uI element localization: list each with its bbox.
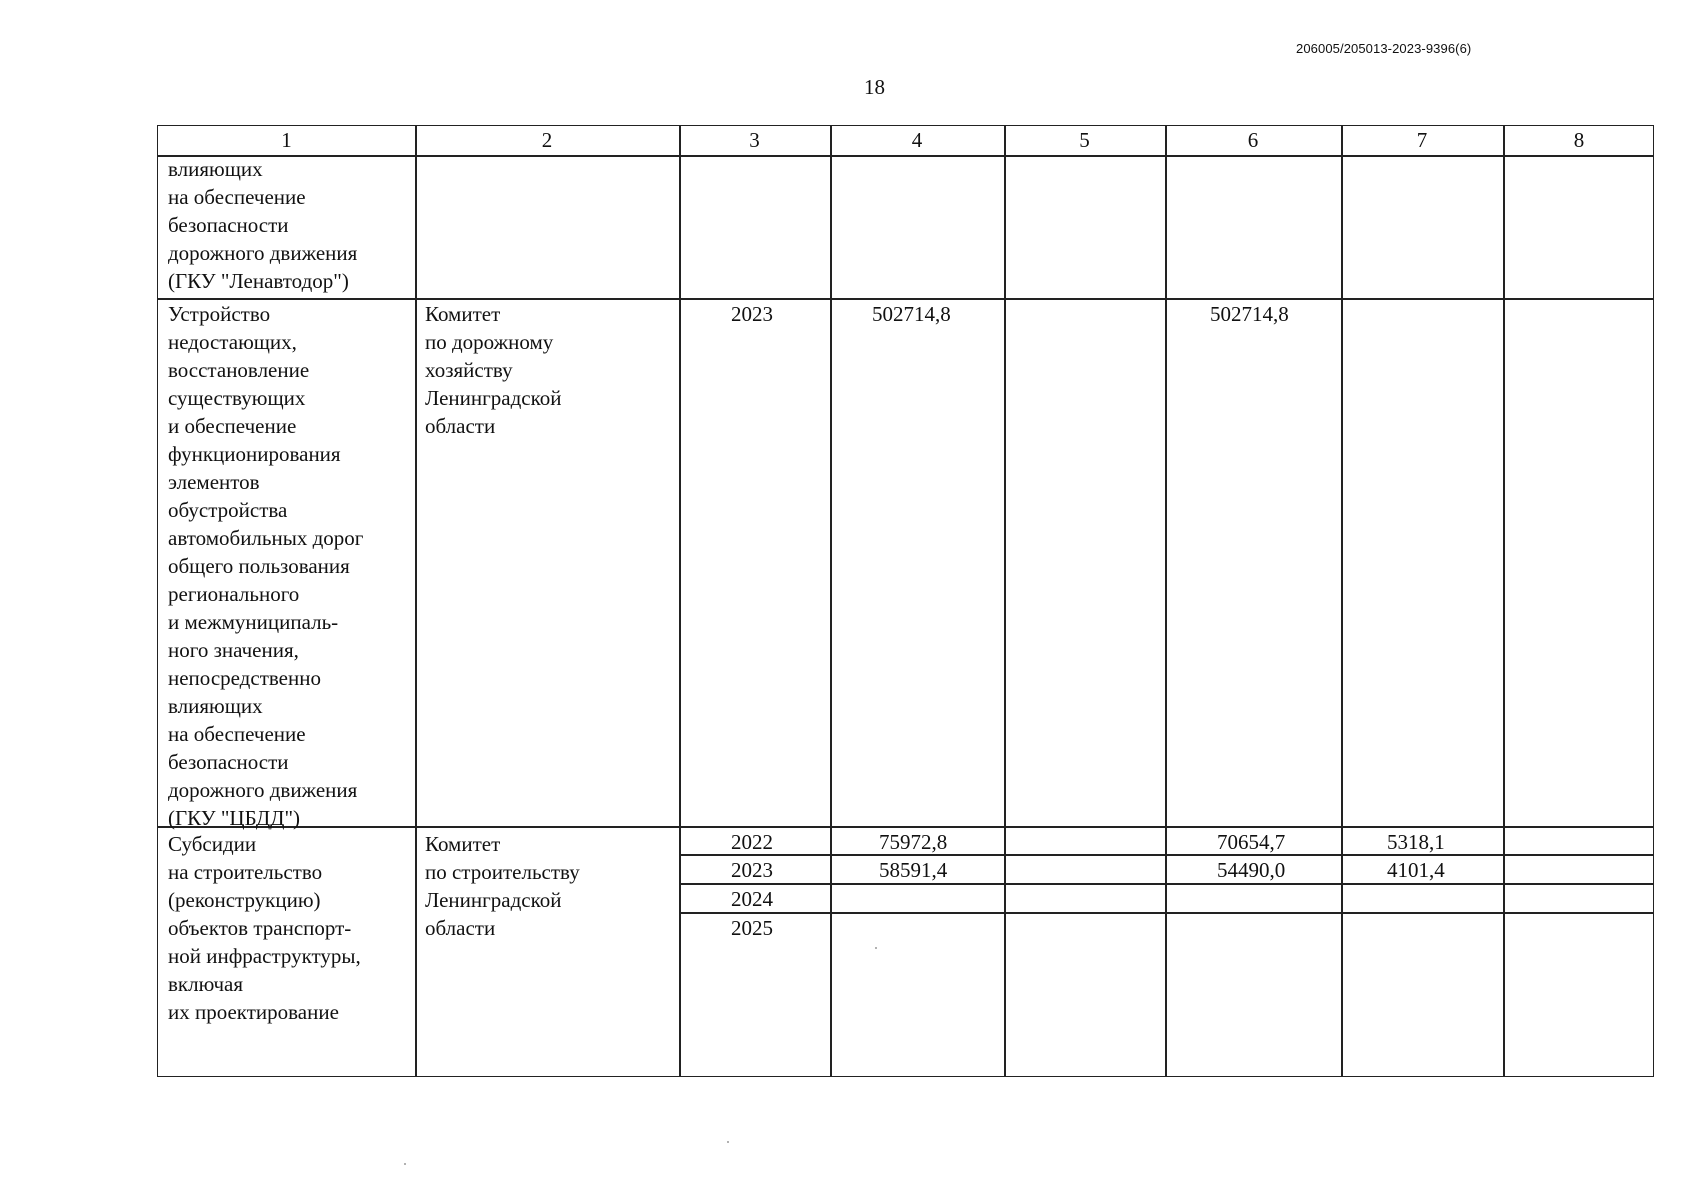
- scan-speck: [727, 1141, 729, 1143]
- row1-description: влияющих на обеспечение безопасности дорожного движения (ГКУ "Ленавтодор"): [168, 157, 358, 293]
- header-col-2: 2: [541, 128, 553, 152]
- header-col-1: 1: [281, 128, 292, 152]
- header-col-7: 7: [1416, 128, 1428, 152]
- row3-year-2023: 2023: [731, 858, 773, 882]
- header-col-4: 4: [911, 128, 923, 152]
- row2-col6-value: 502714,8: [1210, 302, 1289, 326]
- row2-col4-value: 502714,8: [872, 302, 951, 326]
- row3-year-2022: 2022: [731, 830, 773, 854]
- document-code: 206005/205013-2023-9396(6): [1296, 41, 1472, 56]
- row3-2023-col4-value: 58591,4: [879, 858, 948, 882]
- row3-year-2025: 2025: [731, 916, 773, 940]
- data-table: [157, 125, 1654, 1077]
- row3-executor: Комитет по строительству Ленинградской области: [425, 832, 580, 940]
- row3-2022-col7-value: 5318,1: [1387, 830, 1445, 854]
- row3-2023-col6-value: 54490,0: [1217, 858, 1286, 882]
- header-col-3: 3: [749, 128, 760, 152]
- row3-2022-col6-value: 70654,7: [1217, 830, 1286, 854]
- header-col-5: 5: [1079, 128, 1090, 152]
- header-col-6: 6: [1247, 128, 1259, 152]
- page-number: 18: [864, 75, 885, 99]
- row2-year: 2023: [731, 302, 773, 326]
- row3-2022-col4-value: 75972,8: [879, 830, 948, 854]
- row3-year-2024: 2024: [731, 887, 773, 911]
- row2-description: Устройство недостающих, восстановление существующих и обеспечение функционирования элементов обустройства автомобильных дорог общего пользования регионального и межмуниципаль- ного значения, непосредственно влияющих на обеспечение безопасности дорожного движения (ГКУ "ЦБДД"): [168, 302, 364, 830]
- scan-speck: [875, 947, 877, 949]
- row3-2023-col7-value: 4101,4: [1387, 858, 1445, 882]
- header-col-8: 8: [1573, 128, 1585, 152]
- row2-executor: Комитет по дорожному хозяйству Ленинградской области: [425, 302, 562, 438]
- scan-speck: [404, 1163, 406, 1165]
- row3-description: Субсидии на строительство (реконструкцию) объектов транспорт- ной инфраструктуры, включая их проектирование: [168, 832, 361, 1024]
